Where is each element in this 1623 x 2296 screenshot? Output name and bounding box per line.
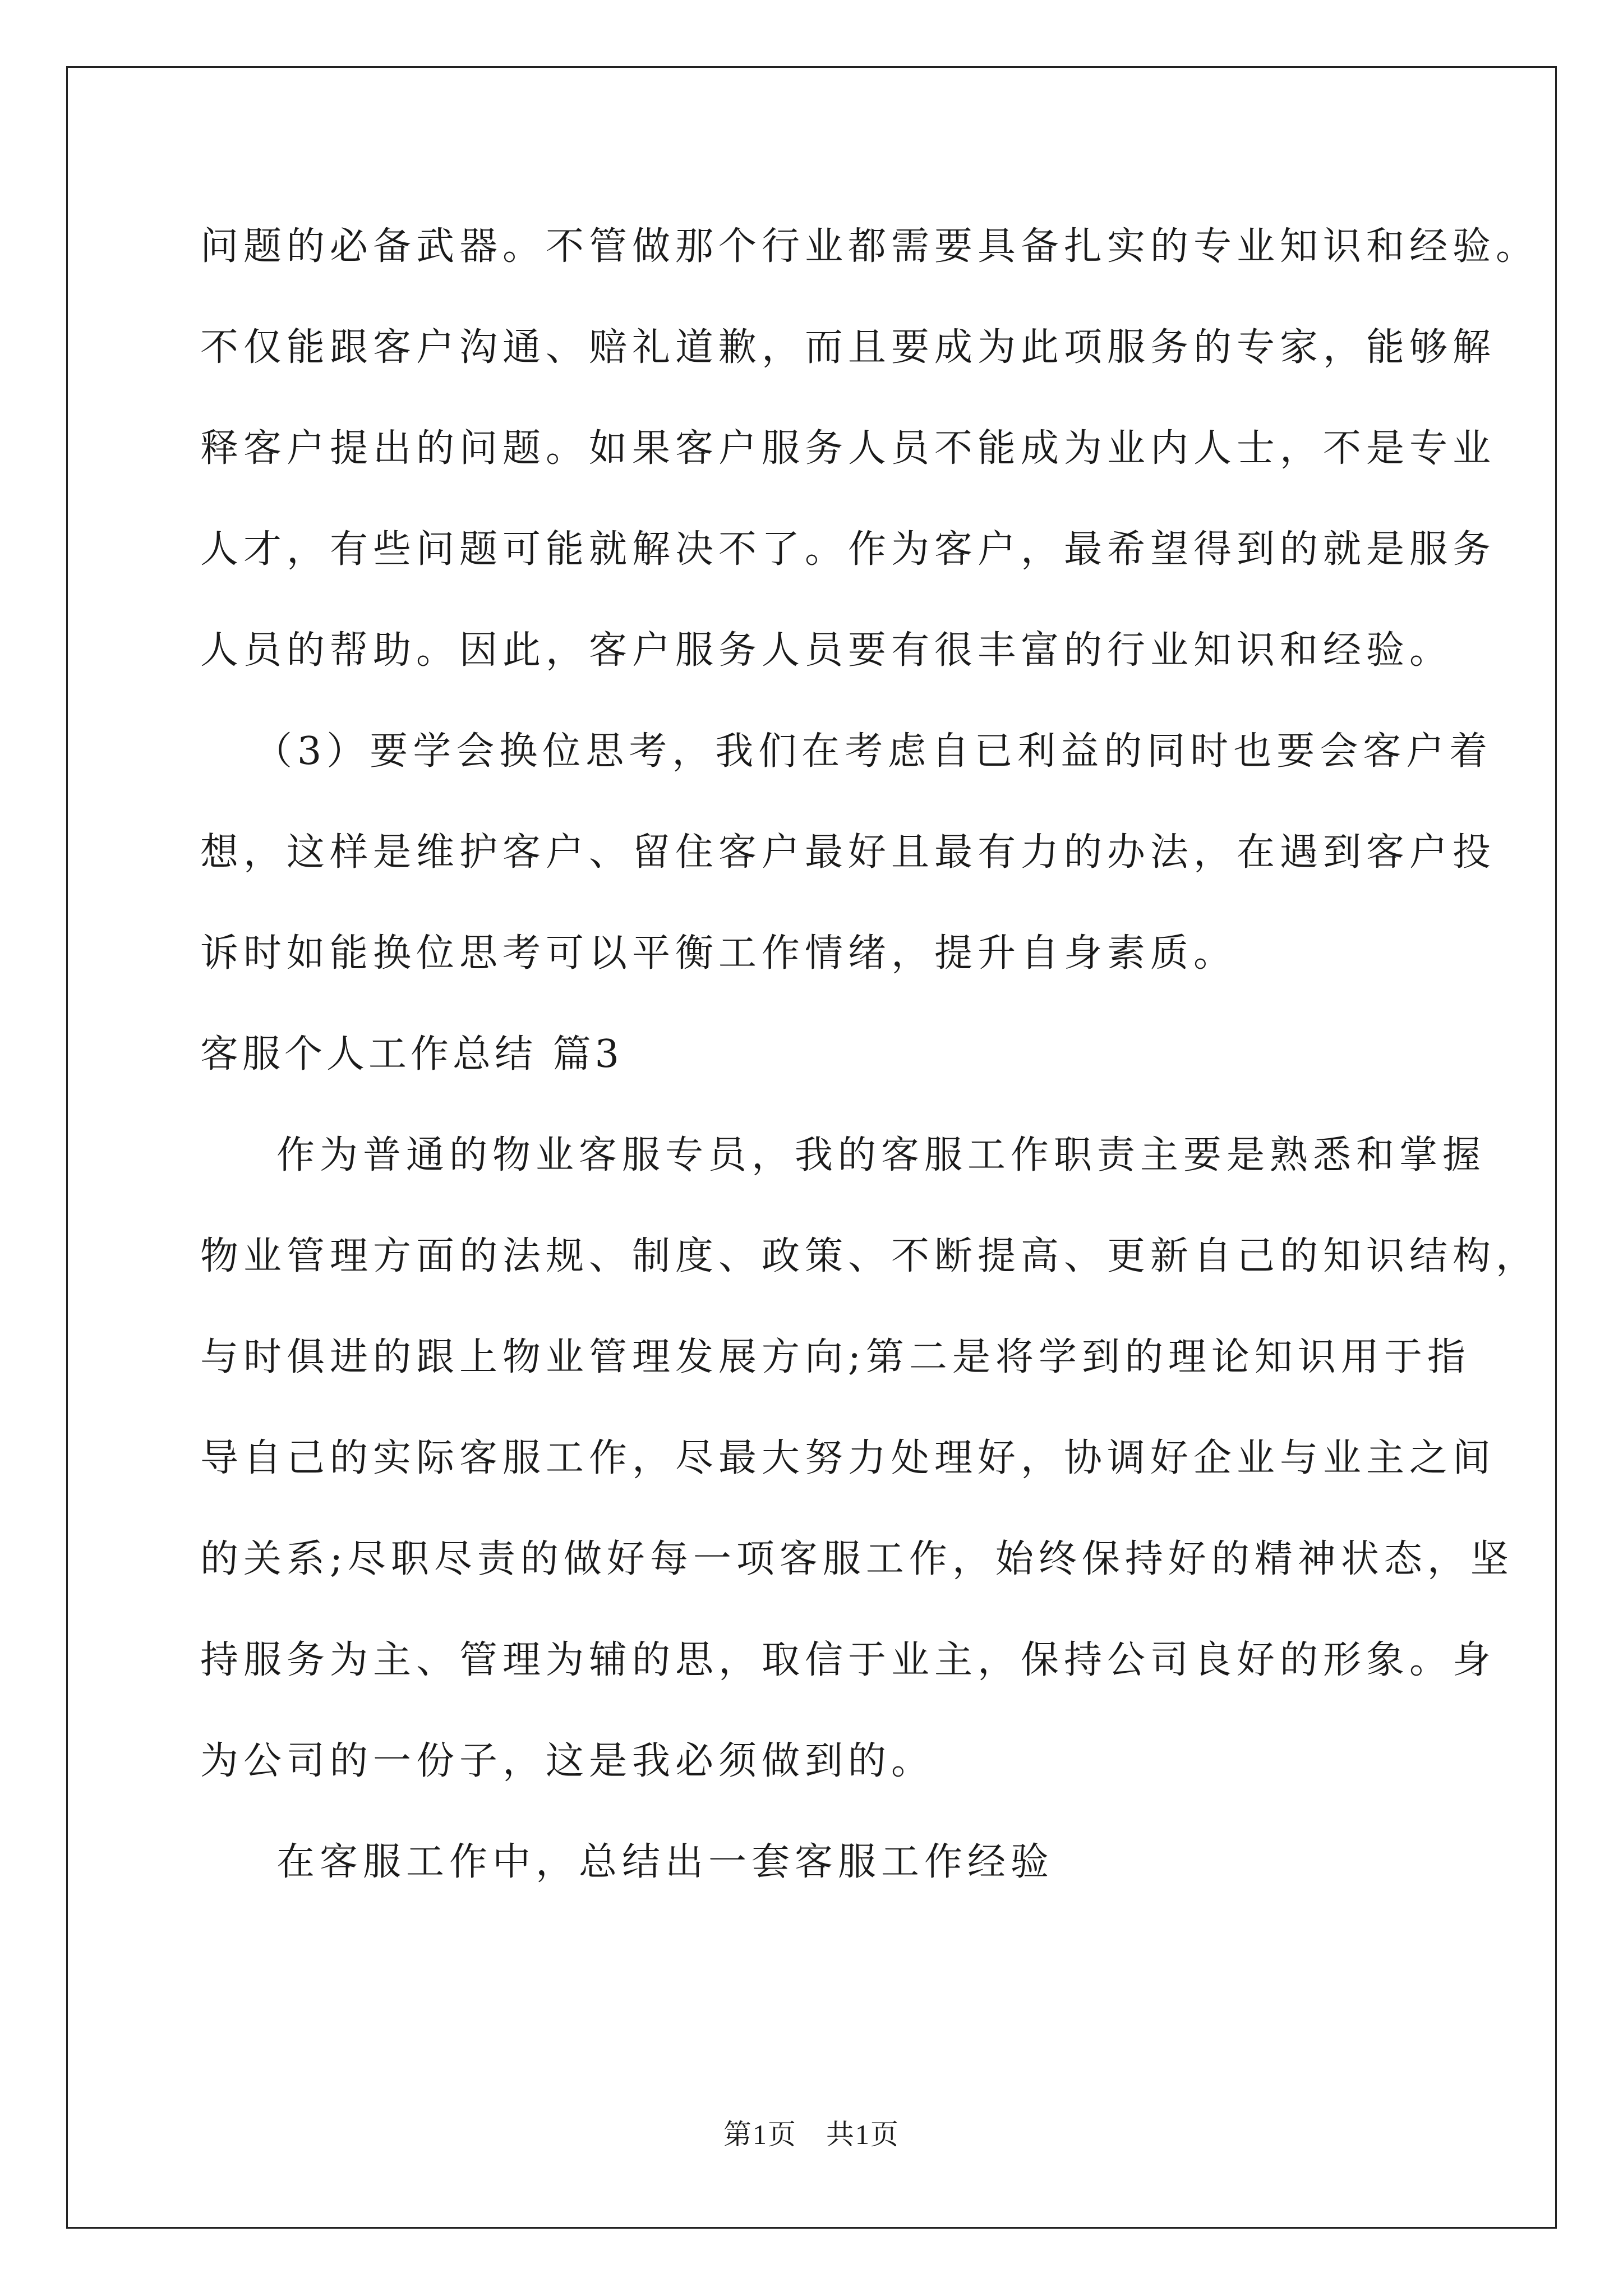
paragraph-start: 在客服工作中，总结出一套客服工作经验 <box>276 1840 1054 1884</box>
text-line: 与时俱进的跟上物业管理发展方向;第二是将学到的理论知识用于指 <box>200 1335 1470 1379</box>
page-number-footer: 第1页 共1页 <box>723 2119 900 2150</box>
paragraph-start: （3）要学会换位思考，我们在考虑自已利益的同时也要会客户着 <box>254 729 1493 774</box>
text-line: 人才，有些问题可能就解决不了。作为客户，最希望得到的就是服务 <box>200 527 1496 572</box>
text-line: 为公司的一份子，这是我必须做到的。 <box>200 1739 935 1783</box>
text-line: 导自己的实际客服工作，尽最大努力处理好，协调好企业与业主之间 <box>200 1436 1496 1480</box>
text-line: 持服务为主、管理为辅的思，取信于业主，保持公司良好的形象。身 <box>200 1638 1496 1682</box>
text-line: 想，这样是维护客户、留住客户最好且最有力的办法，在遇到客户投 <box>200 830 1496 875</box>
section-heading: 客服个人工作总结 篇3 <box>200 1032 623 1076</box>
text-line: 不仅能跟客户沟通、赔礼道歉，而且要成为此项服务的专家，能够解 <box>200 325 1496 370</box>
text-line: 诉时如能换位思考可以平衡工作情绪，提升自身素质。 <box>200 931 1237 976</box>
paragraph-start: 作为普通的物业客服专员，我的客服工作职责主要是熟悉和掌握 <box>276 1133 1486 1177</box>
text-line: 释客户提出的问题。如果客户服务人员不能成为业内人士，不是专业 <box>200 426 1496 471</box>
text-line: 人员的帮助。因此，客户服务人员要有很丰富的行业知识和经验。 <box>200 628 1453 673</box>
document-body <box>200 196 1539 1913</box>
text-line: 物业管理方面的法规、制度、政策、不断提高、更新自己的知识结构， <box>200 1234 1539 1278</box>
text-line: 问题的必备武器。不管做那个行业都需要具备扎实的专业知识和经验。 <box>200 224 1539 269</box>
text-line: 的关系;尽职尽责的做好每一项客服工作，始终保持好的精神状态，坚 <box>200 1537 1514 1581</box>
